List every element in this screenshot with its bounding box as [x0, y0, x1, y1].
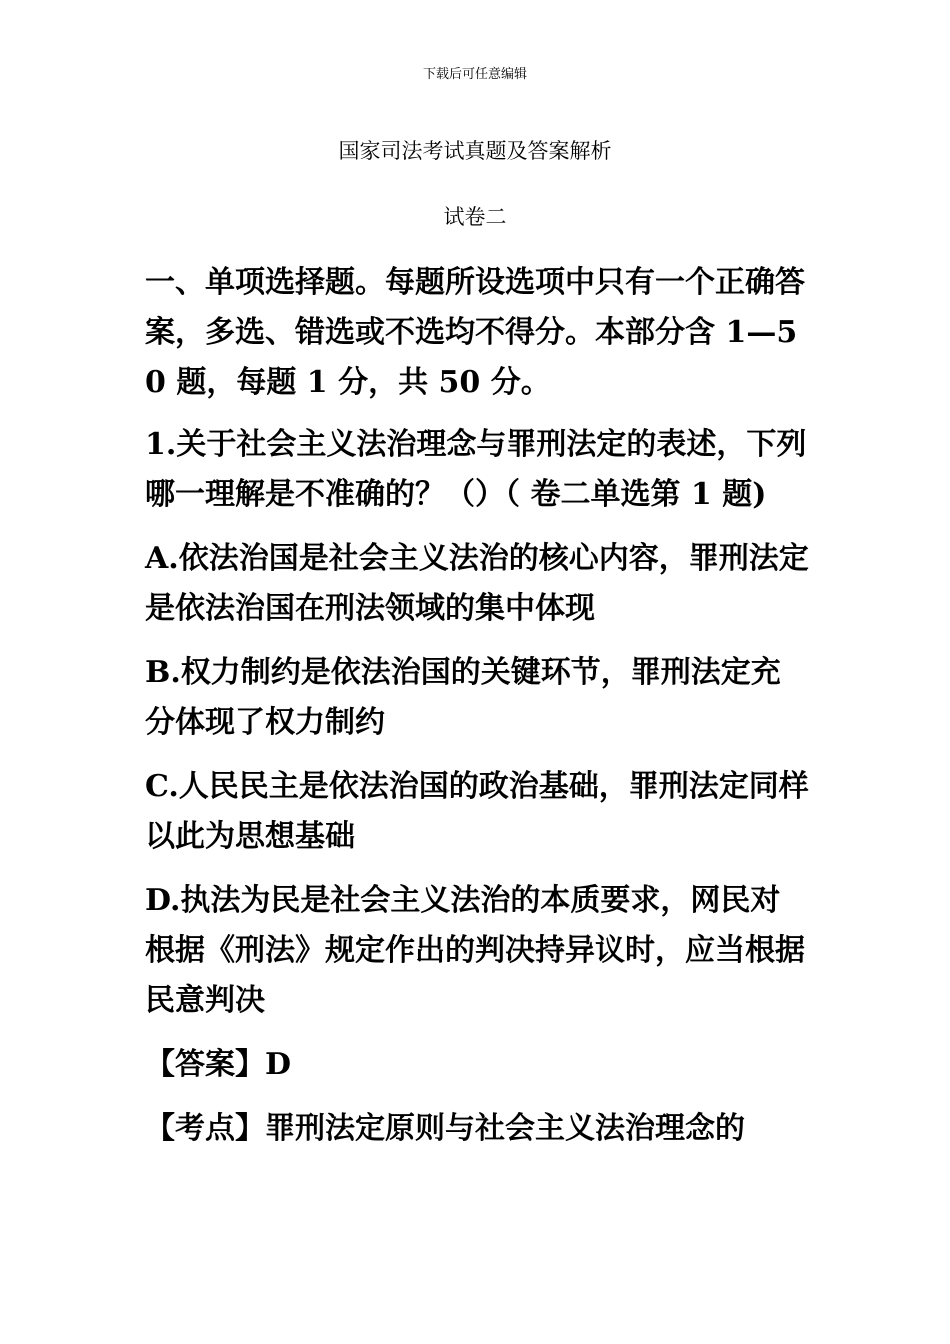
header-note: 下载后可任意编辑 — [422, 67, 527, 82]
option-c: C.人民民主是依法治国的政治基础，罪刑法定同样以此为思想基础 — [145, 769, 809, 854]
question-stem: 1.关于社会主义法治理念与罪刑法定的表述，下列哪一理解是不准确的？（）（ 卷二单选第 1 题) — [145, 427, 807, 512]
key-point-line: 【考点】罪刑法定原则与社会主义法治理念的 — [145, 1111, 745, 1146]
section-instruction: 一、单项选择题。每题所设选项中只有一个正确答案，多选、错选或不选均不得分。本部分含 1—50 题，每题 1 分，共 50 分。 — [145, 265, 805, 400]
document-body — [145, 258, 810, 1168]
document-title: 国家司法考试真题及答案解析 — [338, 139, 612, 163]
answer-line: 【答案】D — [145, 1047, 292, 1082]
paper-label: 试卷二 — [443, 205, 507, 229]
option-a: A.依法治国是社会主义法治的核心内容，罪刑法定是依法治国在刑法领域的集中体现 — [145, 541, 809, 626]
option-d: D.执法为民是社会主义法治的本质要求，网民对根据《刑法》规定作出的判决持异议时，应当根据民意判决 — [145, 883, 805, 1018]
option-b: B.权力制约是依法治国的关键环节，罪刑法定充分体现了权力制约 — [145, 655, 781, 740]
